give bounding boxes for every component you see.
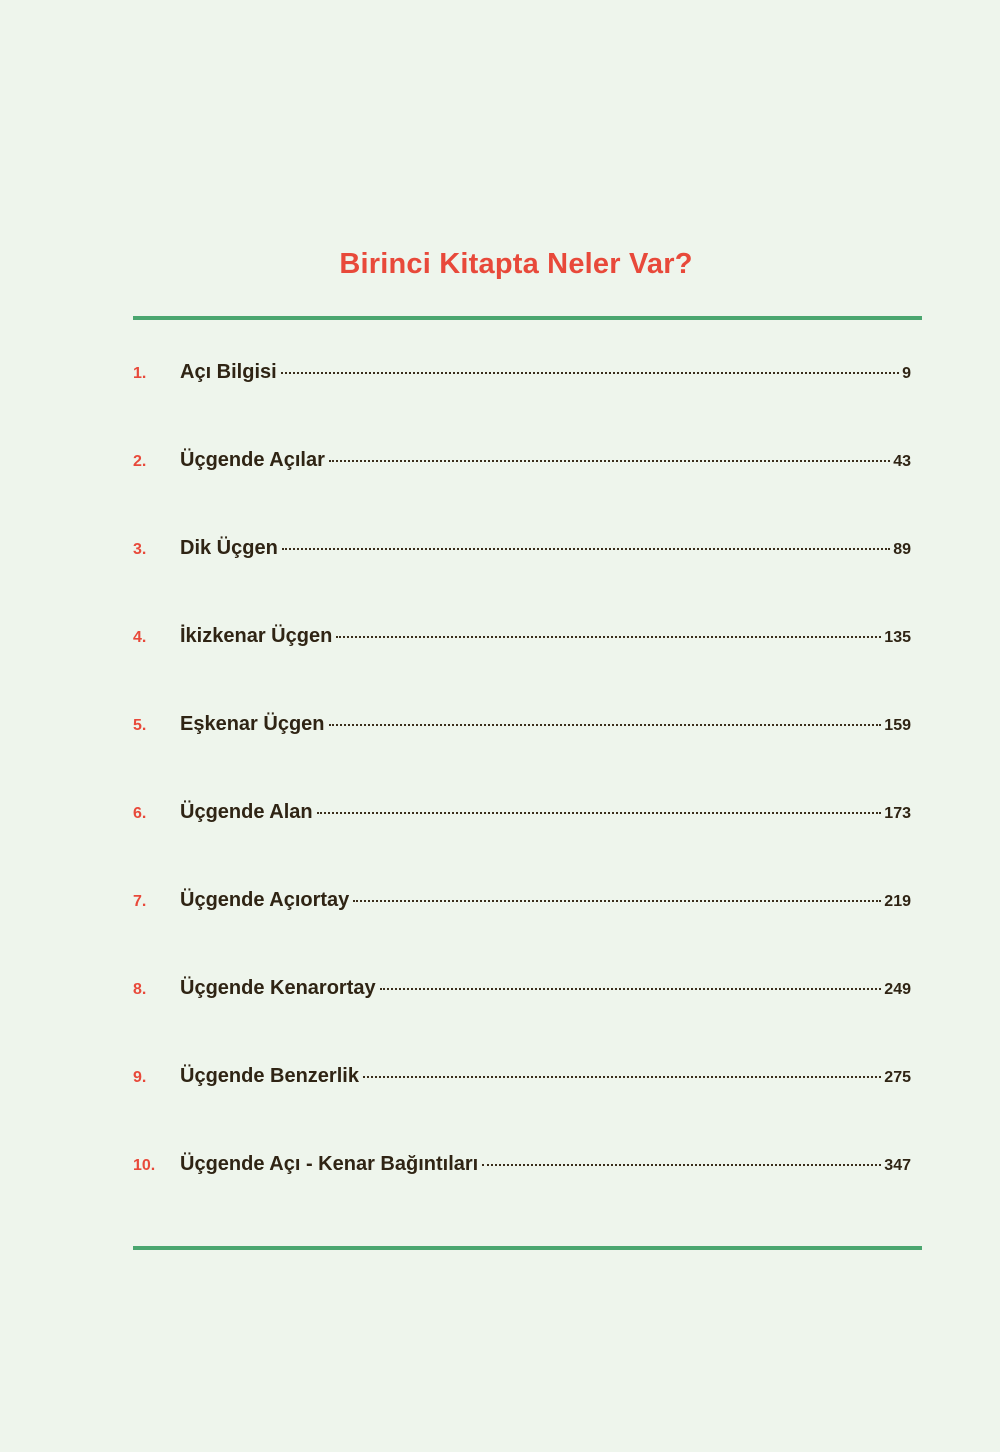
toc-entry-number: 10.	[133, 1157, 156, 1174]
dot-leader	[282, 545, 890, 550]
toc-entry-title: Dik Üçgen	[180, 537, 278, 559]
toc-entry-title: Üçgende Açı - Kenar Bağıntıları	[180, 1153, 479, 1175]
toc-entry-6[interactable]	[133, 790, 911, 878]
toc-entry-page: 173	[884, 805, 911, 822]
toc-entry-page: 249	[884, 981, 911, 998]
toc-entry-number: 4.	[133, 629, 147, 646]
toc-entry-5[interactable]	[133, 702, 911, 790]
toc-entry-title: Eşkenar Üçgen	[180, 713, 325, 735]
toc-entry-page: 9	[902, 365, 911, 382]
toc-entry-2[interactable]	[133, 438, 911, 526]
toc-entry-title: İkizkenar Üçgen	[180, 625, 333, 647]
toc-entry-page: 159	[884, 717, 911, 734]
toc-entry-7[interactable]	[133, 878, 911, 966]
toc-entry-number: 1.	[133, 365, 147, 382]
toc-entry-10[interactable]	[133, 1142, 911, 1230]
dot-leader	[281, 369, 899, 374]
toc-entry-3[interactable]	[133, 526, 911, 614]
dot-leader	[482, 1161, 881, 1166]
toc-entry-page: 89	[893, 541, 911, 558]
toc-entry-number: 8.	[133, 981, 147, 998]
dot-leader	[380, 985, 882, 990]
page-title: Birinci Kitapta Neler Var?	[339, 248, 693, 280]
toc-entry-page: 43	[893, 453, 911, 470]
toc-entry-9[interactable]	[133, 1054, 911, 1142]
toc-entry-page: 347	[884, 1157, 911, 1174]
toc-entry-title: Üçgende Açıortay	[180, 889, 350, 911]
toc-entry-number: 3.	[133, 541, 147, 558]
toc-entry-page: 275	[884, 1069, 911, 1086]
dot-leader	[336, 633, 881, 638]
toc-entry-number: 9.	[133, 1069, 147, 1086]
top-divider	[133, 316, 922, 320]
dot-leader	[317, 809, 882, 814]
table-of-contents	[133, 350, 911, 1230]
toc-entry-number: 5.	[133, 717, 147, 734]
dot-leader	[353, 897, 881, 902]
toc-entry-title: Üçgende Alan	[180, 801, 313, 823]
toc-entry-number: 6.	[133, 805, 147, 822]
toc-entry-page: 135	[884, 629, 911, 646]
toc-entry-page: 219	[884, 893, 911, 910]
toc-entry-title: Üçgende Benzerlik	[180, 1065, 359, 1087]
dot-leader	[363, 1073, 881, 1078]
dot-leader	[329, 721, 882, 726]
toc-entry-title: Üçgende Kenarortay	[180, 977, 376, 999]
toc-entry-title: Üçgende Açılar	[180, 449, 325, 471]
toc-entry-1[interactable]	[133, 350, 911, 438]
dot-leader	[329, 457, 890, 462]
bottom-divider	[133, 1246, 922, 1250]
toc-entry-number: 7.	[133, 893, 147, 910]
toc-entry-title: Açı Bilgisi	[180, 361, 277, 383]
toc-entry-4[interactable]	[133, 614, 911, 702]
toc-entry-number: 2.	[133, 453, 147, 470]
toc-entry-8[interactable]	[133, 966, 911, 1054]
